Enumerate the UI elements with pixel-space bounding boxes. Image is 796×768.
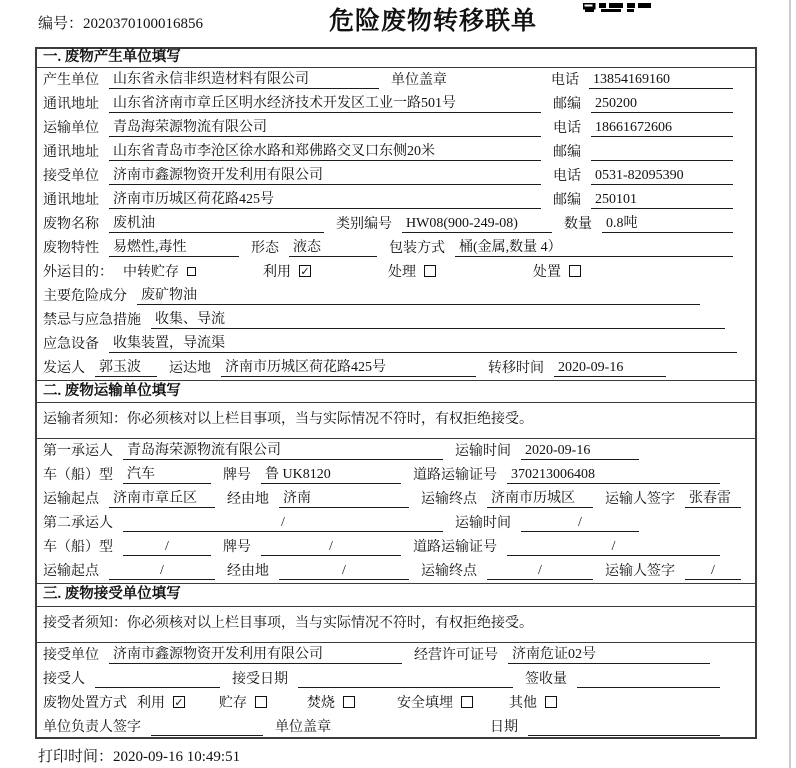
field-label: 运输起点 bbox=[43, 563, 99, 579]
field-value: 桶(金属,数量 4） bbox=[455, 239, 733, 258]
field-label: 废物特性 bbox=[43, 240, 99, 256]
form-row bbox=[37, 667, 755, 691]
field-value: 250200 bbox=[591, 95, 733, 114]
field-label: 运输时间 bbox=[455, 515, 511, 531]
field-value: 山东省永信非织造材料有限公司 bbox=[109, 71, 379, 90]
checkbox-group-anquan-tianmai bbox=[397, 695, 509, 713]
field-value: 0.8吨 bbox=[602, 215, 733, 234]
field-label: 运输终点 bbox=[421, 563, 477, 579]
field-value: 0531-82095390 bbox=[591, 167, 733, 186]
field-value: 郭玉波 bbox=[95, 359, 157, 378]
field-label: 运达地 bbox=[169, 360, 211, 376]
form-row bbox=[37, 68, 755, 92]
field-label: 运输单位 bbox=[43, 120, 99, 136]
field-value: / bbox=[685, 562, 741, 581]
field-label: 主要危险成分 bbox=[43, 288, 127, 304]
checkbox-label: 利用 bbox=[263, 264, 291, 280]
checkbox-group-chuzhi bbox=[533, 264, 745, 282]
field-label: 运输起点 bbox=[43, 491, 99, 507]
field-value: / bbox=[507, 538, 720, 557]
field-label: 禁忌与应急措施 bbox=[43, 312, 141, 328]
field-value: / bbox=[521, 514, 639, 533]
field-label: 通讯地址 bbox=[43, 192, 99, 208]
field-label: 应急设备 bbox=[43, 336, 99, 352]
checkbox-label: 焚烧 bbox=[307, 695, 335, 711]
field-label: 形态 bbox=[251, 240, 279, 256]
field-value: 废机油 bbox=[109, 215, 324, 234]
field-value bbox=[591, 143, 733, 162]
checkbox-zhongzhuan-zhucun bbox=[187, 267, 196, 276]
field-value: / bbox=[487, 562, 593, 581]
checkbox-label: 其他 bbox=[509, 695, 537, 711]
checkbox-group-zhucun bbox=[219, 695, 307, 713]
field-label: 数量 bbox=[564, 216, 592, 232]
field-value: 汽车 bbox=[123, 466, 211, 485]
section-header: 三. 废物接受单位填写 bbox=[37, 583, 755, 607]
field-label: 包装方式 bbox=[389, 240, 445, 256]
page-edge bbox=[789, 0, 791, 768]
field-label: 日期 bbox=[490, 719, 518, 735]
doc-number-value: 2020370100016856 bbox=[83, 16, 204, 32]
form-box bbox=[35, 47, 757, 739]
checkbox-group-chuli bbox=[388, 264, 533, 282]
field-value bbox=[298, 670, 513, 689]
field-label: 废物名称 bbox=[43, 216, 99, 232]
field-label: 接受单位 bbox=[43, 647, 99, 663]
checkbox-group-zhongzhuan-zhucun bbox=[123, 264, 263, 282]
field-value bbox=[151, 718, 263, 737]
checkbox-label: 贮存 bbox=[219, 695, 247, 711]
field-value: 250101 bbox=[591, 191, 733, 210]
field-label: 邮编 bbox=[553, 144, 581, 160]
field-label: 道路运输证号 bbox=[413, 539, 497, 555]
checkbox-fenshao bbox=[343, 696, 355, 708]
checkbox-liyong: ✓ bbox=[300, 265, 310, 279]
form-row bbox=[37, 164, 755, 188]
field-label: 运输终点 bbox=[421, 491, 477, 507]
field-value: 370213006408 bbox=[507, 466, 720, 485]
checkbox-group-liyong-2 bbox=[137, 695, 219, 713]
field-value: 济南危证02号 bbox=[508, 646, 710, 665]
field-label: 通讯地址 bbox=[43, 144, 99, 160]
field-value: 收集装置，导流渠 bbox=[109, 335, 737, 354]
field-label: 经由地 bbox=[227, 491, 269, 507]
form-row bbox=[37, 140, 755, 164]
field-label: 道路运输证号 bbox=[413, 467, 497, 483]
field-value: 液态 bbox=[289, 239, 377, 258]
field-value: 13854169160 bbox=[589, 71, 733, 90]
form-row bbox=[37, 308, 755, 332]
field-value bbox=[95, 670, 220, 689]
field-label: 废物处置方式 bbox=[43, 695, 127, 711]
checkbox-chuli bbox=[424, 265, 436, 277]
field-value: / bbox=[279, 562, 409, 581]
field-value: 山东省青岛市李沧区徐水路和郑佛路交叉口东侧20米 bbox=[109, 143, 541, 162]
form-row bbox=[37, 559, 755, 583]
field-value: 青岛海荣源物流有限公司 bbox=[109, 119, 541, 138]
form-row bbox=[37, 92, 755, 116]
page-title: 危险废物转移联单 bbox=[328, 8, 537, 35]
field-value bbox=[577, 670, 720, 689]
form-row bbox=[37, 439, 755, 463]
form-row bbox=[37, 236, 755, 260]
field-value: 济南市历城区荷花路425号 bbox=[221, 359, 476, 378]
checkbox-group-qita bbox=[509, 695, 745, 713]
field-label: 经营许可证号 bbox=[414, 647, 498, 663]
form-row bbox=[37, 715, 755, 739]
form-row bbox=[37, 356, 755, 380]
form-row bbox=[37, 463, 755, 487]
field-label: 外运目的： bbox=[43, 264, 113, 280]
checkbox-anquan-tianmai bbox=[461, 696, 473, 708]
field-label: 牌号 bbox=[223, 467, 251, 483]
checkbox-liyong-2: ✓ bbox=[174, 696, 184, 710]
field-value: 济南市鑫源物资开发利用有限公司 bbox=[109, 167, 541, 186]
print-time: 打印时间：2020-09-16 10:49:51 bbox=[38, 749, 241, 765]
field-value: 济南市历城区荷花路425号 bbox=[109, 191, 541, 210]
field-value: 济南市鑫源物资开发利用有限公司 bbox=[109, 646, 402, 665]
field-value: 2020-09-16 bbox=[521, 442, 639, 461]
checkbox-qita bbox=[545, 696, 557, 708]
field-label: 签收量 bbox=[525, 671, 567, 687]
field-label: 运输人签字 bbox=[605, 491, 675, 507]
checkbox-label: 中转贮存 bbox=[123, 264, 179, 280]
field-label: 发运人 bbox=[43, 360, 85, 376]
field-label: 电话 bbox=[551, 72, 579, 88]
checkbox-label: 处置 bbox=[533, 264, 561, 280]
form-row bbox=[37, 511, 755, 535]
checkbox-label: 利用 bbox=[137, 695, 165, 711]
form-row bbox=[37, 691, 755, 715]
field-value: 废矿物油 bbox=[137, 287, 700, 306]
field-label: 接受日期 bbox=[232, 671, 288, 687]
field-label: 车（船）型 bbox=[43, 467, 113, 483]
field-value: HW08(900-249-08) bbox=[402, 215, 552, 234]
form-row bbox=[37, 212, 755, 236]
field-label: 电话 bbox=[553, 168, 581, 184]
field-value: 收集、导流 bbox=[151, 311, 725, 330]
form-row bbox=[37, 260, 755, 284]
field-value: 张春雷 bbox=[685, 490, 741, 509]
field-value: / bbox=[123, 514, 443, 533]
field-label: 接受人 bbox=[43, 671, 85, 687]
field-label: 牌号 bbox=[223, 539, 251, 555]
checkbox-label: 安全填埋 bbox=[397, 695, 453, 711]
field-label: 邮编 bbox=[553, 192, 581, 208]
field-label: 第二承运人 bbox=[43, 515, 113, 531]
section-header: 一. 废物产生单位填写 bbox=[37, 49, 755, 68]
field-value: / bbox=[123, 538, 211, 557]
field-value: / bbox=[261, 538, 401, 557]
field-label: 经由地 bbox=[227, 563, 269, 579]
notice-row: 运输者须知：你必须核对以上栏目事项，当与实际情况不符时，有权拒绝接受。 bbox=[37, 403, 755, 439]
checkbox-group-fenshao bbox=[307, 695, 397, 713]
field-value: / bbox=[109, 562, 215, 581]
field-value: 2020-09-16 bbox=[554, 359, 666, 378]
field-label: 车（船）型 bbox=[43, 539, 113, 555]
form-row bbox=[37, 188, 755, 212]
field-label: 产生单位 bbox=[43, 72, 99, 88]
field-value bbox=[528, 718, 720, 737]
form-row bbox=[37, 332, 755, 356]
field-value: 易燃性,毒性 bbox=[109, 239, 239, 258]
field-value: 济南市章丘区 bbox=[109, 490, 215, 509]
field-label: 类别编号 bbox=[336, 216, 392, 232]
field-label: 运输时间 bbox=[455, 443, 511, 459]
field-value: 18661672606 bbox=[591, 119, 733, 138]
form-row bbox=[37, 643, 755, 667]
notice-row: 接受者须知：你必须核对以上栏目事项，当与实际情况不符时，有权拒绝接受。 bbox=[37, 607, 755, 643]
section-header: 二. 废物运输单位填写 bbox=[37, 380, 755, 403]
doc-number-label: 编号： bbox=[38, 16, 84, 32]
field-value: 青岛海荣源物流有限公司 bbox=[123, 442, 443, 461]
field-label: 单位盖章 bbox=[391, 72, 447, 88]
checkbox-group-liyong bbox=[263, 264, 388, 282]
checkbox-zhucun bbox=[255, 696, 267, 708]
form-row bbox=[37, 116, 755, 140]
field-value: 鲁 UK8120 bbox=[261, 466, 401, 485]
field-value: 济南市历城区 bbox=[487, 490, 593, 509]
checkbox-chuzhi bbox=[569, 265, 581, 277]
field-label: 邮编 bbox=[553, 96, 581, 112]
field-label: 通讯地址 bbox=[43, 96, 99, 112]
form-row bbox=[37, 284, 755, 308]
form-row bbox=[37, 487, 755, 511]
field-label: 第一承运人 bbox=[43, 443, 113, 459]
field-label: 运输人签字 bbox=[605, 563, 675, 579]
field-value: 山东省济南市章丘区明水经济技术开发区工业一路501号 bbox=[109, 95, 541, 114]
field-value: 济南 bbox=[279, 490, 409, 509]
form-row bbox=[37, 535, 755, 559]
field-label: 单位盖章 bbox=[275, 719, 331, 735]
field-label: 单位负责人签字 bbox=[43, 719, 141, 735]
checkbox-label: 处理 bbox=[388, 264, 416, 280]
field-label: 转移时间 bbox=[488, 360, 544, 376]
field-label: 电话 bbox=[553, 120, 581, 136]
qr-code-partial-icon bbox=[583, 0, 653, 18]
field-label: 接受单位 bbox=[43, 168, 99, 184]
